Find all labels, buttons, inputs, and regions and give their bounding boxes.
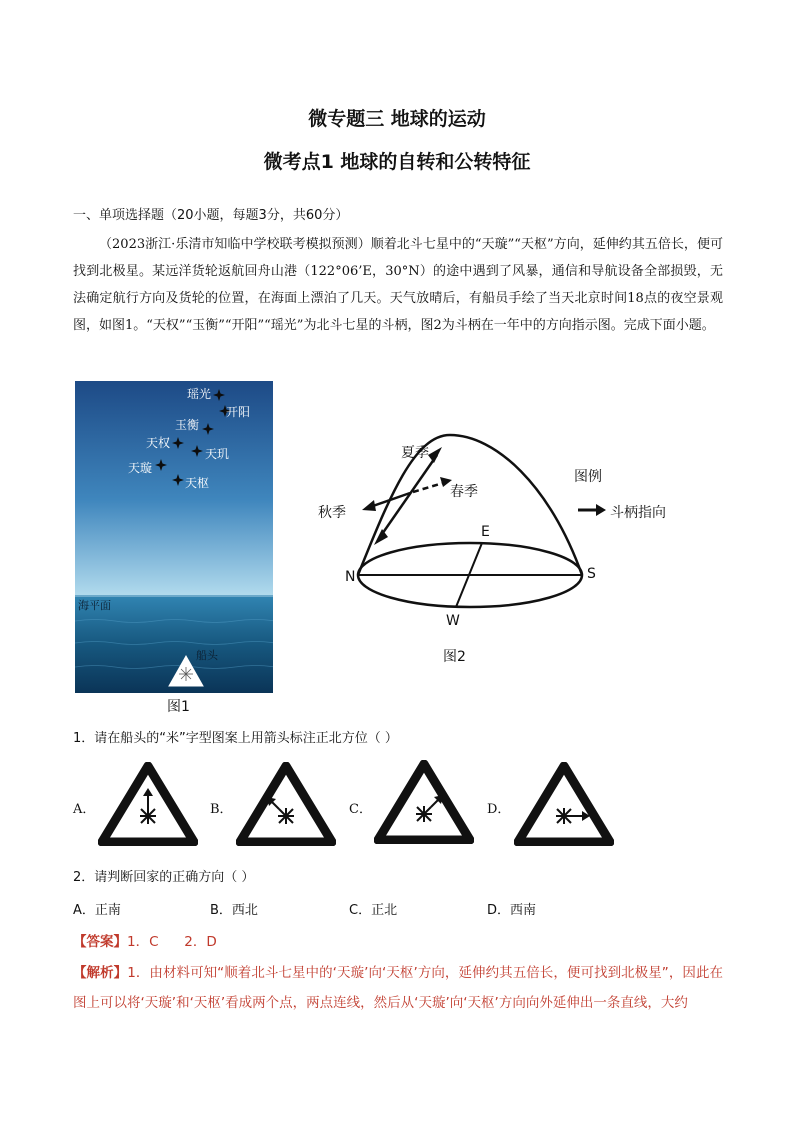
bow-label: 船头: [196, 649, 218, 662]
q1-option-b-label[interactable]: B．: [210, 802, 233, 817]
answer-line: [73, 930, 217, 950]
q2-option-a[interactable]: A．正南: [73, 903, 121, 918]
q1-option-d-image[interactable]: [514, 762, 614, 846]
page-subtitle: 微考点1 地球的自转和公转特征: [263, 151, 531, 173]
q2-option-b[interactable]: B．西北: [210, 903, 258, 918]
direction-e-label: E: [481, 524, 490, 540]
star-label-tianshu: 天枢: [185, 476, 210, 490]
q2-option-c[interactable]: C．正北: [349, 903, 398, 918]
star-label-yuheng: 玉衡: [175, 418, 200, 432]
direction-n-label: N: [345, 569, 356, 585]
q1-option-a-label[interactable]: A．: [73, 802, 96, 817]
q1-option-b-image[interactable]: [236, 762, 336, 846]
section-heading: 一、单项选择题（20小题，每题3分，共60分）: [73, 208, 349, 223]
direction-w-label: W: [446, 613, 460, 629]
season-autumn-label: 秋季: [318, 505, 346, 521]
star-label-tianxuan: 天璇: [128, 461, 153, 475]
question-passage: （2023浙江·乐清市知临中学校联考模拟预测）顺着北斗七星中的“天璇”“天枢”方向，延伸约其五倍长，便可找到北极星。某远洋货轮返航回舟山港（122°06’E，30°N）的途中遇到了风暴，通信和导航设备全部损毁，无法确定航行方向及货轮的位置，在海面上漂泊了几天。天气放晴后，有船员手绘了当天北京时间18点的夜空景观图，如图1。“天权”“玉衡”“开阳”“瑶光”为北斗七星的斗柄，图2为斗柄在一年中的方向指示图。完成下面小题。: [73, 237, 723, 333]
figure2-diagram: [310, 425, 710, 640]
q1-option-a-image[interactable]: [98, 762, 198, 846]
star-label-yaoguang: 瑶光: [187, 387, 212, 401]
figure1-svg: [75, 381, 273, 693]
legend-item-label: 斗柄指向: [610, 505, 666, 521]
analysis-block: [73, 958, 723, 1018]
figure1-sky-image: [75, 381, 273, 693]
analysis-label: 【解析】: [73, 965, 128, 981]
star-label-kaiyang: 开阳: [226, 405, 251, 419]
star-label-tianquan: 天权: [146, 436, 171, 450]
question1-text: 1．请在船头的“米”字型图案上用箭头标注正北方位（ ）: [73, 731, 398, 746]
q1-option-d-label[interactable]: D．: [487, 802, 511, 817]
star-label-tianji: 天玑: [205, 447, 230, 461]
analysis-text: 1．由材料可知“顺着北斗七星中的‘天璇’向‘天枢’方向，延伸约其五倍长，便可找到北极星”，因此在图上可以将‘天璇’和‘天枢’看成两个点，两点连线，然后从‘天璇’向‘天枢’方向向外延伸出一条直线，大约: [73, 965, 723, 1011]
direction-s-label: S: [587, 566, 596, 582]
season-spring-label: 春季: [450, 484, 478, 500]
q2-option-d[interactable]: D．西南: [487, 903, 537, 918]
season-summer-label: 夏季: [401, 445, 429, 461]
figure2-caption: 图2: [443, 649, 466, 665]
q1-option-c-label[interactable]: C．: [349, 802, 372, 817]
legend-title: 图例: [574, 469, 602, 485]
figure2-svg: [310, 425, 710, 640]
question2-text: 2．请判断回家的正确方向（ ）: [73, 870, 255, 885]
page-title: 微专题三 地球的运动: [308, 108, 486, 130]
q1-option-c-image[interactable]: [374, 760, 474, 844]
sea-level-label: 海平面: [78, 599, 111, 612]
answer-text: 1．C 2．D: [127, 934, 217, 950]
figure1-caption: 图1: [167, 699, 190, 715]
answer-label: 【答案】: [73, 934, 127, 950]
